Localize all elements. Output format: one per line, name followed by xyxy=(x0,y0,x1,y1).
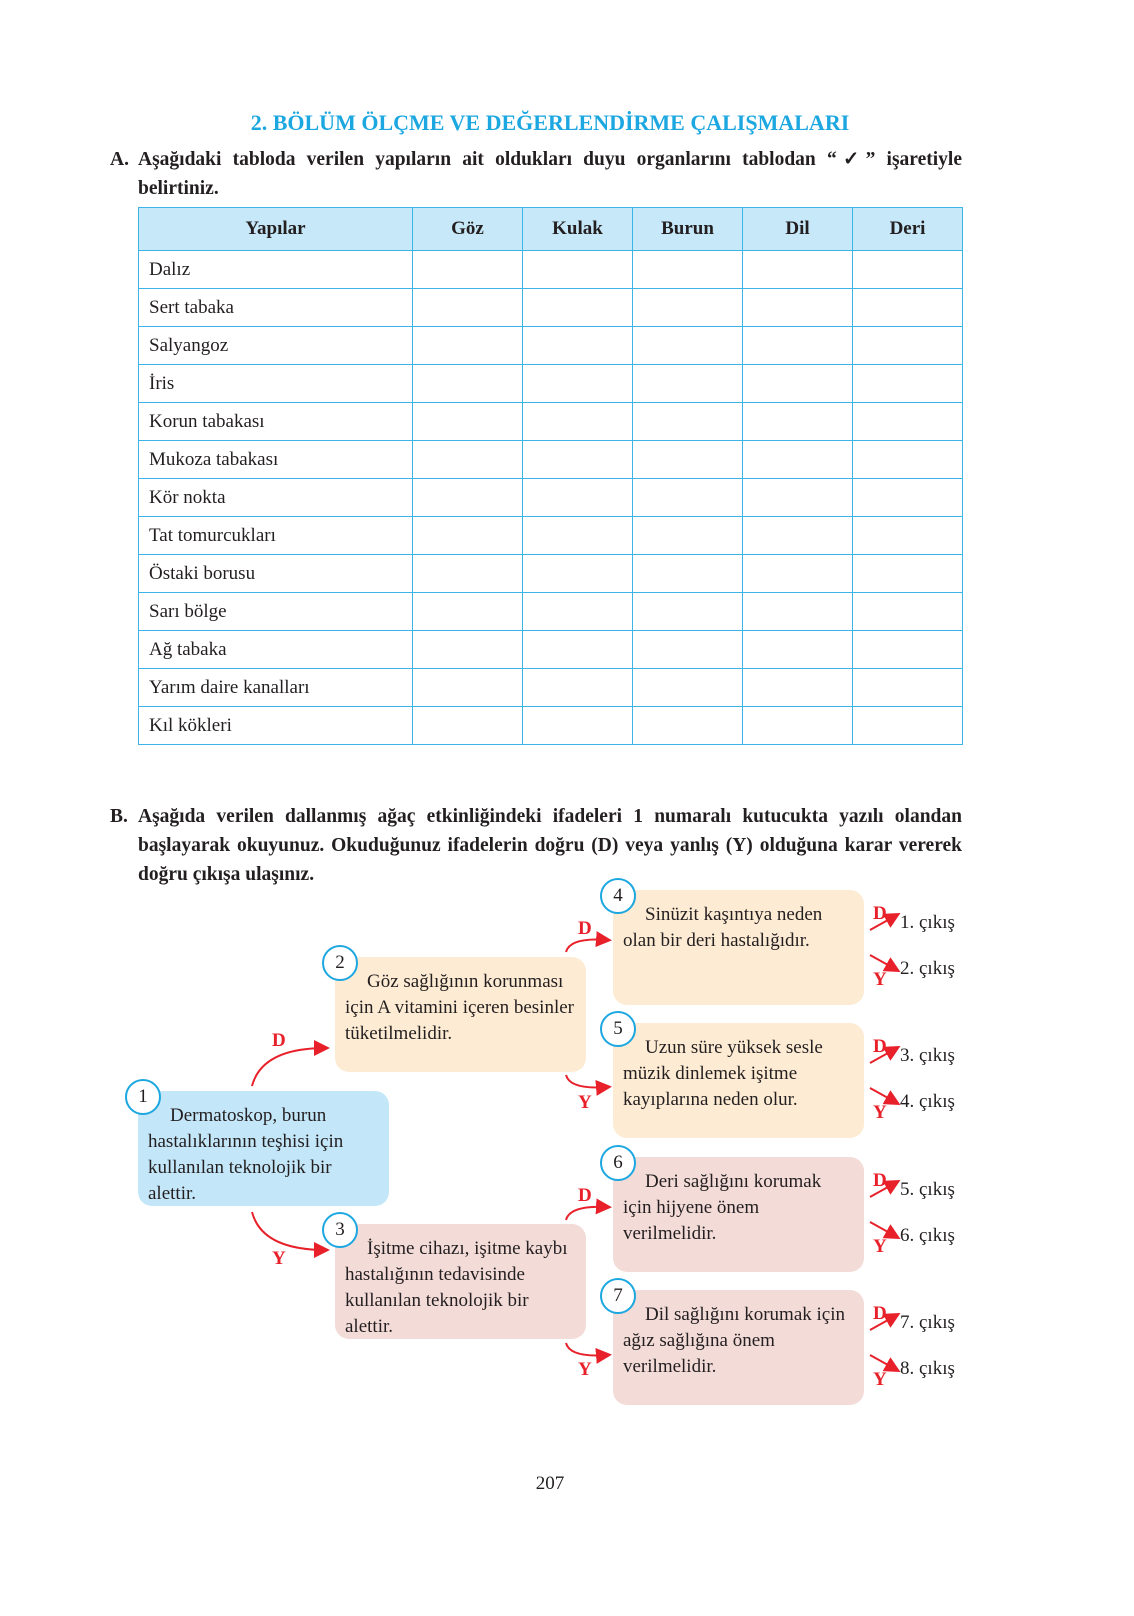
exit-label: 4. çıkış xyxy=(900,1091,955,1112)
statement-box-3 xyxy=(335,1224,586,1339)
arrow-exit-y xyxy=(870,1355,897,1370)
label-d: D xyxy=(873,1170,887,1191)
structure-name: Ağ tabaka xyxy=(139,631,413,669)
label-y: Y xyxy=(873,1102,887,1123)
label-y: Y xyxy=(578,1359,592,1380)
structure-name: Korun tabakası xyxy=(139,403,413,441)
structure-name: Tat tomurcukları xyxy=(139,517,413,555)
label-y: Y xyxy=(272,1248,286,1269)
structure-name: Sarı bölge xyxy=(139,593,413,631)
statement-box-4 xyxy=(613,890,864,1005)
question-b-label: B. xyxy=(110,806,128,827)
arrow-3-d xyxy=(566,1207,608,1220)
statement-text: Göz sağlığının korunması için A vitamini içeren besinler tüketilmelidir. xyxy=(345,971,574,1044)
structure-name: Kör nokta xyxy=(139,479,413,517)
statement-box-6 xyxy=(613,1157,864,1272)
column-header: Deri xyxy=(853,208,963,251)
label-y: Y xyxy=(873,969,887,990)
label-d: D xyxy=(873,1036,887,1057)
box-number-badge: 4 xyxy=(600,878,636,914)
exit-label: 5. çıkış xyxy=(900,1179,955,1200)
label-d: D xyxy=(873,903,887,924)
statement-text: Sinüzit kaşıntıya neden olan bir deri hastalığıdır. xyxy=(623,904,823,951)
label-y: Y xyxy=(873,1369,887,1390)
arrow-2-d xyxy=(566,940,608,953)
statement-text: Uzun süre yüksek sesle müzik dinlemek işitme kayıplarına neden olur. xyxy=(623,1037,823,1110)
arrow-exit-y xyxy=(870,1222,897,1237)
arrow-3-y xyxy=(566,1343,608,1356)
statement-box-7 xyxy=(613,1290,864,1405)
structure-name: Mukoza tabakası xyxy=(139,441,413,479)
column-header: Burun xyxy=(633,208,743,251)
statement-text: Deri sağlığını korumak için hijyene önem verilmelidir. xyxy=(623,1171,822,1244)
box-number-badge: 5 xyxy=(600,1011,636,1047)
box-number-badge: 2 xyxy=(322,945,358,981)
box-number-badge: 3 xyxy=(322,1212,358,1248)
question-a-label: A. xyxy=(110,149,129,170)
label-d: D xyxy=(578,1185,592,1206)
exit-label: 1. çıkış xyxy=(900,912,955,933)
box-number-badge: 6 xyxy=(600,1145,636,1181)
exit-label: 3. çıkış xyxy=(900,1045,955,1066)
column-header: Dil xyxy=(743,208,853,251)
exit-label: 6. çıkış xyxy=(900,1225,955,1246)
exit-label: 2. çıkış xyxy=(900,958,955,979)
statement-box-5 xyxy=(613,1023,864,1138)
arrow-exit-y xyxy=(870,955,897,970)
statement-box-2 xyxy=(335,957,586,1072)
question-a-text: Aşağıdaki tabloda verilen yapıların ait oldukları duyu organlarını tablodan “✓” işaretiyle belirtiniz. xyxy=(138,149,962,199)
structure-name: Dalız xyxy=(139,251,413,289)
statement-box-1 xyxy=(138,1091,389,1206)
label-d: D xyxy=(873,1303,887,1324)
question-b-text: Aşağıda verilen dallanmış ağaç etkinliğindeki ifadeleri 1 numaralı kutucukta yazılı olandan başlayarak okuyunuz. Okuduğunuz ifadelerin doğru (D) veya yanlış (Y) olduğuna karar vererek doğru çıkışa ulaşınız. xyxy=(138,806,962,885)
structure-name: İris xyxy=(139,365,413,403)
column-header: Kulak xyxy=(523,208,633,251)
arrow-1-d xyxy=(252,1048,326,1086)
statement-text: İşitme cihazı, işitme kaybı hastalığının tedavisinde kullanılan teknolojik bir alettir. xyxy=(345,1238,568,1337)
label-y: Y xyxy=(578,1092,592,1113)
label-d: D xyxy=(272,1030,286,1051)
column-header: Yapılar xyxy=(139,208,413,251)
page-number: 207 xyxy=(535,1473,565,1494)
box-number-badge: 1 xyxy=(125,1079,161,1115)
structure-name: Salyangoz xyxy=(139,327,413,365)
box-number-badge: 7 xyxy=(600,1278,636,1314)
exit-label: 8. çıkış xyxy=(900,1358,955,1379)
column-header: Göz xyxy=(413,208,523,251)
structure-name: Östaki borusu xyxy=(139,555,413,593)
structure-name: Kıl kökleri xyxy=(139,707,413,745)
arrow-1-y xyxy=(252,1212,326,1250)
arrow-exit-y xyxy=(870,1088,897,1103)
structure-name: Sert tabaka xyxy=(139,289,413,327)
statement-text: Dermatoskop, burun hastalıklarının teşhisi için kullanılan teknolojik bir alettir. xyxy=(148,1105,344,1204)
structure-name: Yarım daire kanalları xyxy=(139,669,413,707)
label-y: Y xyxy=(873,1236,887,1257)
statement-text: Dil sağlığını korumak için ağız sağlığına önem verilmelidir. xyxy=(623,1304,846,1377)
exit-label: 7. çıkış xyxy=(900,1312,955,1333)
page-title: 2. BÖLÜM ÖLÇME VE DEĞERLENDİRME ÇALIŞMALARI xyxy=(250,110,850,135)
arrow-2-y xyxy=(566,1075,608,1088)
label-d: D xyxy=(578,918,592,939)
